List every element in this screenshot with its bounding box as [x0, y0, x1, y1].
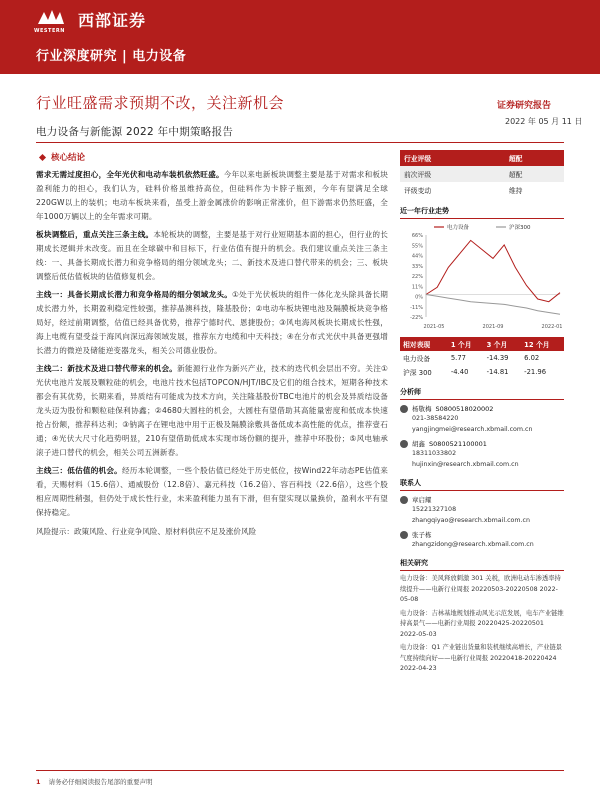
y-tick-label: 22%: [411, 274, 423, 280]
core-heading: [36, 150, 388, 164]
perf-cell: -14.81: [486, 368, 509, 376]
paragraph-demand: [36, 168, 388, 224]
risk-warning: 风险提示：政策风险、行业竞争风险、原材料供应不足及涨价风险: [36, 527, 257, 536]
company-logo: [34, 6, 146, 32]
perf-cell: 沪深 300: [403, 369, 432, 377]
x-tick-label: 2021-05: [423, 324, 445, 330]
contact-email[interactable]: zhangzidong@research.xbmail.com.cn: [412, 541, 534, 548]
analyst-phone: 18311033802: [412, 450, 457, 457]
paragraph-mainlines: [36, 228, 388, 284]
related-item[interactable]: 电力设备：Q1 产业链出货量和装机继续高增长，产业链景气度持续向好——电新行业周报 20220418-20220424 2022-04-23: [400, 644, 563, 672]
perf-cell: 5.77: [450, 354, 466, 362]
rating-key: 评级变动: [404, 187, 432, 195]
contact-name-text: 张子栋: [412, 531, 432, 539]
perf-header: 1 个月: [448, 337, 484, 351]
contact-email[interactable]: zhangqiyao@research.xbmail.com.cn: [412, 517, 530, 524]
main-column: [36, 150, 388, 537]
footer: [36, 777, 153, 786]
para-body: 本轮板块的调整，主要是基于对行业短期基本面的担心，但行业的长期成长逻辑并未改变。而且在全球碳中和目标下，行业估值有提升的机会。我们建议重点关注三条主线：一、具备长期成长潜力和竞争格局的细分领域龙头；二、新技术及进口替代带来的机会；三、板块调整后低估值板块的估值修复机会。: [36, 230, 388, 281]
para-lead: 主线三：低估值的机会。: [36, 466, 122, 475]
perf-cell: 电力设备: [403, 355, 431, 363]
rating-row: [400, 150, 564, 166]
rating-table: [400, 150, 564, 198]
rating-value: 超配: [505, 166, 564, 182]
legend-label: 电力设备: [447, 225, 470, 231]
trend-chart: [400, 221, 564, 331]
rating-row: [400, 166, 564, 182]
analyst-cert: S0800521100001: [429, 439, 487, 448]
performance-header-row: [400, 337, 564, 351]
side-column: [400, 150, 564, 675]
logo-english: WESTERN: [34, 28, 65, 34]
x-tick-label: 2022-01: [541, 324, 563, 330]
analyst-name-text: 胡鑫: [412, 440, 425, 448]
paragraph-line-two: [36, 362, 388, 460]
report-date: 2022 年 05 月 11 日: [505, 117, 583, 126]
related-item[interactable]: 电力设备：吉林基地规划推动风光示范发展，电车产业链维持高景气——电新行业周报 20220425-20220501 2022-05-03: [400, 609, 564, 638]
perf-cell: -4.40: [450, 368, 469, 376]
rating-value: 超配: [505, 150, 564, 166]
analyst-email[interactable]: hujinxin@research.xbmail.com.cn: [412, 461, 519, 468]
rating-key: 行业评级: [400, 150, 505, 166]
legend-label: 沪深300: [509, 225, 531, 231]
y-tick-label: 55%: [411, 243, 423, 250]
person-icon: [400, 440, 408, 448]
para-lead: 板块调整后，重点关注三条主线。: [36, 230, 154, 239]
trend-chart-svg: [400, 221, 564, 331]
analyst-name-text: 杨敬梅: [412, 405, 432, 413]
report-category: 行业深度研究 | 电力设备: [36, 49, 187, 64]
perf-header: 12 个月: [521, 337, 564, 351]
y-tick-label: -22%: [410, 315, 423, 321]
para-body: 今年以来电新板块调整主要是基于对需求和板块盈利能力的担心，我们认为，硅料价格虽维持高位，但硅料作为卡脖子瓶颈，今年有望满足全球220GW以上的装机；电动车板块来看，虽受上游金属涨价的影响正常涨价，但下游需求仍然旺盛，全年1000万辆以上的全年需求可期。: [36, 170, 388, 221]
x-tick-label: 2021-09: [482, 324, 504, 330]
contact-label: 联系人: [400, 478, 564, 491]
analyst-phone: 021-38584220: [412, 415, 459, 422]
contact-name: [400, 495, 564, 504]
performance-row: [400, 365, 564, 379]
para-body: 经历本轮调整，一些个股估值已经处于历史低位，按Wind22年动态PE估值来看，天赐材料（15.6倍）、通威股份（12.8倍）、嘉元科技（16.2倍）、容百科技（22.6倍），这些个股相应周期性稍强，但仍处于成长性行业，未来盈利能力虽有下滑，但有望实现以量换价，盈利水平有望保持稳定。: [36, 466, 388, 517]
person-icon: [400, 531, 408, 539]
series-line: [426, 295, 560, 315]
page-title: 行业旺盛需求预期不改，关注新机会: [36, 94, 285, 112]
y-tick-label: 33%: [411, 263, 423, 270]
y-tick-label: 44%: [411, 253, 423, 260]
analyst-label: 分析师: [400, 387, 564, 400]
y-tick-label: 11%: [411, 284, 423, 291]
perf-header: 3 个月: [484, 337, 522, 351]
diamond-bullet-icon: [39, 153, 46, 160]
perf-cell: -21.96: [524, 368, 547, 376]
header-band: [0, 0, 600, 74]
page-subtitle: 电力设备与新能源 2022 年中期策略报告: [36, 126, 234, 138]
para-body: ①处于光伏板块的组件一体化龙头除具备长期成长潜力外，长期盈利稳定性较强，推荐晶澳科技，隆基股份；②电动车板块锂电池及隔膜板块竞争格局好，经过前期调整，估值已经具备优势，推荐宁德时代、恩捷股份；③风电海风板块长期成长性强，海上电缆有望受益于海风向深远海领域发展，推荐东方电缆和中天科技；④在分布式光伏中具备更强增长潜力的微逆及储能逆变器龙头，相关公司德业股份。: [36, 290, 388, 355]
page-number: 1: [36, 778, 41, 786]
logo-chinese: 西部证券: [78, 10, 147, 30]
rating-row: [400, 182, 564, 198]
logo-mark-icon: [34, 6, 68, 32]
footer-disclaimer: 请务必仔细阅读报告尾部的重要声明: [48, 778, 153, 786]
rating-value: 维持: [508, 187, 523, 195]
related-item[interactable]: 电力设备：美风释放刺激 301 关税，欧洲电动车渗透率持续提升——电新行业周报 20220503-20220508 2022-05-08: [400, 575, 561, 603]
para-lead: 需求无需过度担心，全年光伏和电动车装机依然旺盛。: [36, 170, 224, 179]
related-label: 相关研究: [400, 558, 564, 571]
para-lead: 主线二：新技术及进口替代带来的机会。: [36, 364, 178, 373]
y-tick-label: 66%: [411, 233, 423, 239]
contact-name: [400, 530, 564, 539]
contact-phone: 15221327108: [412, 506, 457, 513]
performance-table: [400, 337, 564, 379]
person-icon: [400, 405, 408, 413]
core-heading-text: 核心结论: [51, 153, 86, 163]
title-divider: [36, 142, 564, 143]
series-line: [426, 240, 560, 301]
y-tick-label: 0%: [415, 294, 423, 301]
rating-key: 前次评级: [400, 166, 505, 182]
person-icon: [400, 496, 408, 504]
para-lead: 主线一：具备长期成长潜力和竞争格局的细分领域龙头。: [36, 290, 233, 299]
paragraph-line-one: [36, 288, 388, 358]
y-tick-label: -11%: [410, 304, 423, 311]
perf-cell: 6.02: [524, 354, 540, 362]
analyst-email[interactable]: yangjingmei@research.xbmail.com.cn: [412, 426, 533, 433]
perf-cell: -14.39: [486, 354, 509, 362]
perf-header: 相对表现: [400, 337, 448, 351]
trend-label: 近一年行业走势: [400, 206, 564, 219]
para-body: 新能源行业作为新兴产业，技术的迭代机会层出不穷。关注①光伏电池片发展及颗粒硅的机会，电池片技术包括TOPCON/HJT/IBC及它们的组合技术，短期各种技术都会有其优势，长期来看，异质结有可能成为技术方向，关注隆基股份TBC电池片的机会及异质结设备龙头迈为股份和颗粒硅保利协鑫；②4680大圆柱的机会，大圆柱有望借助其高能量密度和低成本快速抢占份额，推荐科达利；③钠离子在锂电池中用于正极及隔膜涂敷具备低成本高性能的优点，推荐壹石通；④光伏大尺寸化趋势明显，210有望借助低成本实现市场份额的提升，推荐中环股份；⑤风电轴承滚子进口替代的机会，相关公司五洲新春。: [36, 364, 388, 457]
analyst-cert: S0800518020002: [435, 404, 494, 413]
paragraph-line-three: [36, 464, 388, 520]
report-type: 证券研究报告: [497, 101, 552, 111]
analyst-name: [400, 404, 564, 413]
contact-name-text: 章启耀: [412, 496, 432, 504]
performance-row: [400, 351, 564, 365]
analyst-name: [400, 439, 564, 448]
footer-divider: [36, 770, 564, 771]
